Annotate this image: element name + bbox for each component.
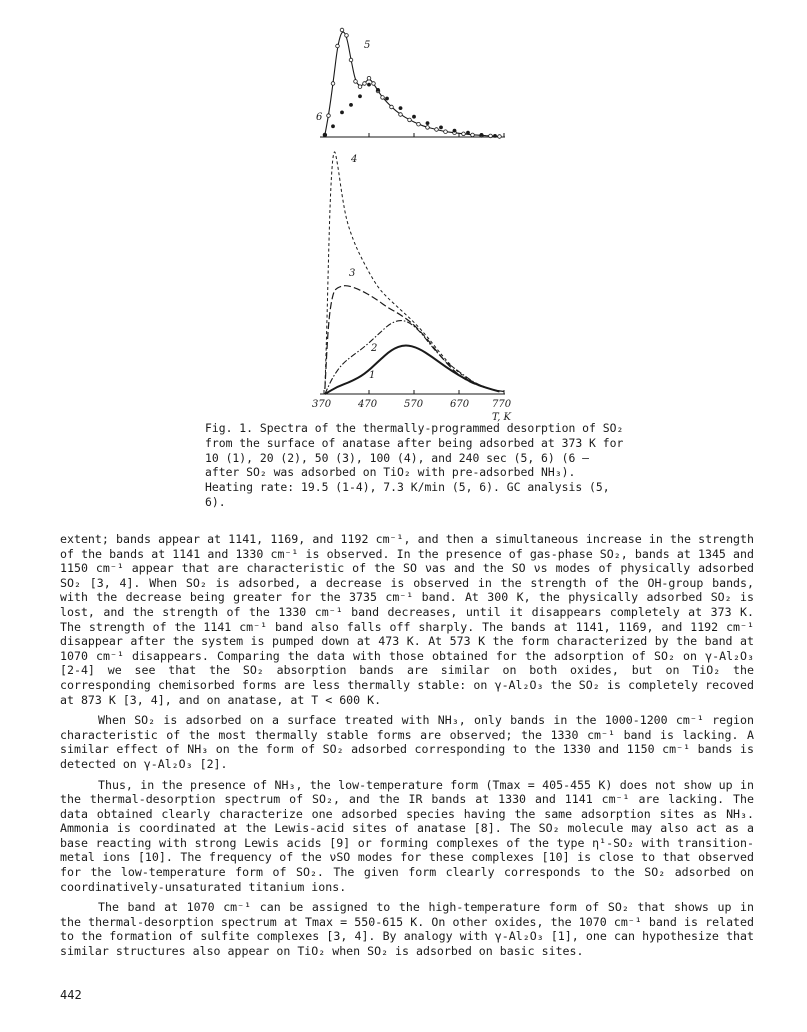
curve-3-label: 3	[349, 268, 356, 279]
series-5-point	[426, 126, 430, 130]
series-6-point	[331, 124, 335, 128]
series-6-point	[367, 83, 371, 87]
series-5-point	[367, 76, 371, 80]
figure-caption: Fig. 1. Spectra of the thermally-programmed desorption of SO₂ from the surface of anatase after being adsorbed at 373 K for 10 (1), 20 (2), 50 (3), 100 (4), and 240 sec (5, 6) (6 — after SO₂ was adsorbed on TiO₂ with pre-adsorbed NH₃). Heating rate: 19.5 (1-4), 7.3 K/min (5, 6). GC analysis (5, 6).	[205, 421, 624, 509]
series-5-point	[498, 135, 502, 139]
x-tick-label-670: 670	[450, 399, 470, 410]
series-5-point	[336, 44, 340, 48]
series-5-point	[489, 134, 493, 138]
series-6-point	[466, 131, 470, 135]
series-6-point	[340, 111, 344, 115]
x-tick-label-570: 570	[404, 399, 424, 410]
series-5-point	[354, 80, 358, 84]
x-tick-label-370: 370	[312, 399, 332, 410]
series-6-point	[480, 133, 484, 137]
series-6-point	[358, 94, 362, 98]
series-5-point	[390, 105, 394, 109]
x-tick-label-770: 770	[492, 399, 512, 410]
series-5-point	[358, 85, 362, 89]
paragraph: Thus, in the presence of NH₃, the low-temperature form (Tmax = 405-455 K) does not show up in the thermal-desorption spectrum of SO₂, and the IR bands at 1330 and 1141 cm⁻¹ are lacking. The data obtained clearly characterize one adsorbed species having the same adsorption sites as NH₃. Ammonia is coordinated at the Lewis-acid sites of anatase [8]. The SO₂ molecule may also act as a base reacting with strong Lewis acids [9] or forming complexes of the type η¹-SO₂ with transition-metal ions [10]. The frequency of the νSO modes for these complexes [10] is close to that observed for the low-temperature form of SO₂. The given form clearly corresponds to the SO₂ adsorbed on coordinatively-unsaturated titanium ions.	[60, 777, 754, 894]
curve-4-label: 4	[351, 154, 358, 165]
series-6-point	[412, 115, 416, 119]
series-3-line	[325, 286, 504, 392]
panel-bottom-plot	[312, 152, 512, 423]
series-6-point	[323, 133, 327, 137]
panel-top-plot	[316, 28, 505, 138]
series-5-point	[399, 113, 403, 117]
tpd-figure	[300, 10, 530, 428]
series-5-point	[363, 82, 367, 86]
series-5-point	[408, 118, 412, 122]
series-6-point	[349, 103, 353, 107]
series-5-point	[462, 132, 466, 136]
series-6-point	[385, 97, 389, 101]
series-6-point	[376, 88, 380, 92]
series-5-point	[340, 28, 344, 32]
series-5-point	[381, 96, 385, 100]
paragraph: The band at 1070 cm⁻¹ can be assigned to the high-temperature form of SO₂ that shows up in the thermal-desorption spectrum at Tmax = 550-615 K. On other oxides, the 1070 cm⁻¹ band is related to the formation of sulfite complexes [3, 4]. By analogy with γ-Al₂O₃ [1], one can hypothesize that similar structures also appear on TiO₂ when SO₂ is adsorbed on basic sites.	[60, 900, 754, 959]
series-5-point	[417, 122, 421, 126]
series-6-point	[439, 126, 443, 130]
curve-6-label: 6	[316, 112, 323, 123]
paragraph: extent; bands appear at 1141, 1169, and 1192 cm⁻¹, and then a simultaneous increase in the strength of the bands at 1141 and 1330 cm⁻¹ is observed. In the presence of gas-phase SO₂, bands at 1345 and 1150 cm⁻¹ appear that are characteristic of the SO νas and the SO νs modes of physically adsorbed SO₂ [3, 4]. When SO₂ is adsorbed, a decrease is observed in the strength of the OH-group bands, with the decrease being greater for the 3735 cm⁻¹ band. At 300 K, the physically adsorbed SO₂ is lost, and the strength of the 1330 cm⁻¹ band decreases, until it disappears completely at 373 K. The strength of the 1141 cm⁻¹ band also falls off sharply. The bands at 1141, 1169, and 1192 cm⁻¹ disappear after the system is pumped down at 473 K. At 573 K the form characterized by the band at 1070 cm⁻¹ disappears. Comparing the data with those obtained for the adsorption of SO₂ on γ-Al₂O₃ [2-4] we see that the SO₂ absorption bands are similar on both oxides, but on TiO₂ the corresponding chemisorbed forms are less thermally stable: on γ-Al₂O₃ the SO₂ is completely recoved at 873 K [3, 4], and on anatase, at T < 600 K.	[60, 532, 755, 707]
series-5-point	[444, 130, 448, 134]
page-number: 442	[60, 988, 82, 1002]
series-5-point	[327, 114, 331, 118]
series-6-point	[493, 134, 497, 138]
series-6-point	[453, 129, 457, 133]
series-5-point	[372, 82, 376, 86]
curve-5-label: 5	[364, 40, 371, 51]
series-5-point	[471, 133, 475, 137]
paragraph: When SO₂ is adsorbed on a surface treated with NH₃, only bands in the 1000-1200 cm⁻¹ region characteristic of the most thermally stable forms are observed; the 1330 cm⁻¹ band is lacking. A similar effect of NH₃ on the form of SO₂ adsorbed corresponding to the 1330 and 1150 cm⁻¹ bands is detected on γ-Al₂O₃ [2].	[60, 713, 754, 771]
series-5-point	[435, 128, 439, 132]
series-1-line	[325, 345, 500, 394]
curve-1-label: 1	[369, 370, 376, 381]
body-text	[60, 532, 754, 965]
series-5-point	[345, 34, 349, 38]
x-axis-label: T, K	[492, 412, 512, 423]
series-6-point	[399, 106, 403, 110]
x-tick-label-470: 470	[358, 399, 378, 410]
series-5-point	[331, 82, 335, 86]
series-5-line	[325, 32, 500, 136]
series-5-point	[349, 58, 353, 62]
series-6-point	[426, 121, 430, 125]
curve-2-label: 2	[371, 343, 378, 354]
